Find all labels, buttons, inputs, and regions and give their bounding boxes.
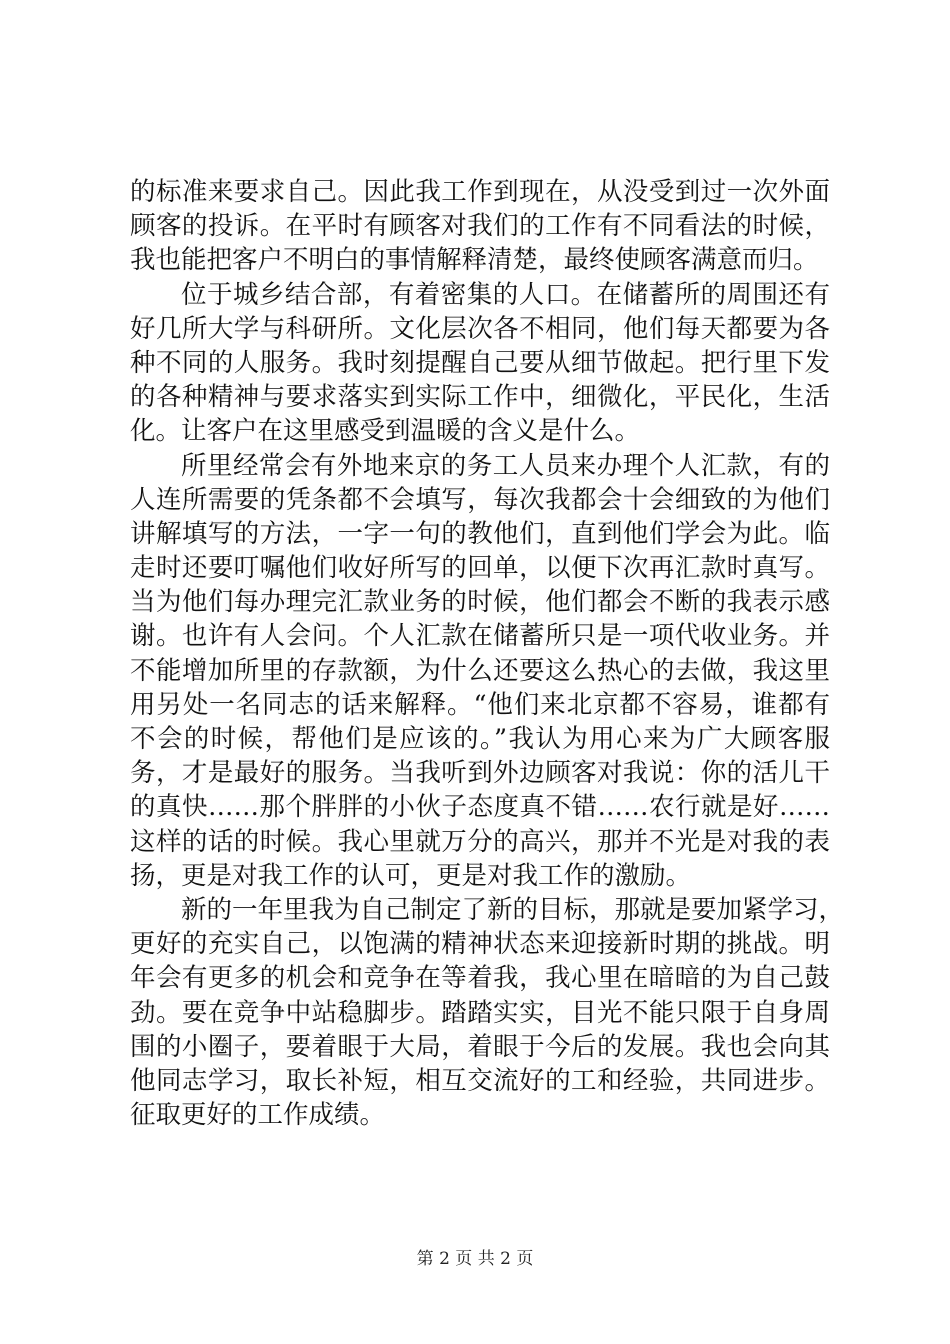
text-line: 顾客的投诉。在平时有顾客对我们的工作有不同看法的时候， (130, 211, 830, 242)
text-line: 这样的话的时候。我心里就万分的高兴，那并不光是对我的表 (130, 826, 830, 857)
text-line: 化。让客户在这里感受到温暖的含义是什么。 (130, 416, 641, 447)
text-line: 种不同的人服务。我时刻提醒自己要从细节做起。把行里下发 (130, 347, 830, 378)
text-line: 务，才是最好的服务。当我听到外边顾客对我说：你的活儿干 (130, 758, 830, 789)
text-line: 的真快……那个胖胖的小伙子态度真不错……农行就是好…… (130, 792, 830, 823)
text-line: 不会的时候，帮他们是应该的。”我认为用心来为广大顾客服 (130, 724, 830, 754)
text-line: 他同志学习，取长补短，相互交流好的工和经验，共同进步。 (130, 1065, 830, 1096)
text-line: 当为他们每办理完汇款业务的时候，他们都会不断的我表示感 (130, 587, 830, 618)
paragraph (130, 175, 830, 278)
text-line: 征取更好的工作成绩。 (130, 1100, 386, 1131)
text-line: 人连所需要的凭条都不会填写，每次我都会十会细致的为他们 (130, 484, 830, 515)
paragraph (130, 449, 830, 893)
text-line: 谢。也许有人会问。个人汇款在储蓄所只是一项代收业务。并 (130, 621, 830, 652)
text-line: 走时还要叮嘱他们收好所写的回单，以便下次再汇款时真写。 (130, 553, 830, 584)
document-body (130, 175, 845, 1132)
paragraph (130, 893, 845, 1132)
page-number-footer: 第 2 页 共 2 页 (416, 1249, 534, 1269)
text-line: 不能增加所里的存款额，为什么还要这么热心的去做，我这里 (130, 655, 830, 686)
text-line: 扬，更是对我工作的认可，更是对我工作的激励。 (130, 860, 692, 891)
text-line: 围的小圈子，要着眼于大局，着眼于今后的发展。我也会向其 (130, 1031, 830, 1062)
text-line: 的标准来要求自己。因此我工作到现在，从没受到过一次外面 (130, 177, 830, 207)
paragraph (130, 278, 830, 449)
text-line: 更好的充实自己，以饱满的精神状态来迎接新时期的挑战。明 (130, 929, 830, 960)
text-line: 所里经常会有外地来京的务工人员来办理个人汇款，有的 (181, 450, 830, 481)
text-line: 的各种精神与要求落实到实际工作中，细微化，平民化，生活 (130, 382, 830, 413)
text-line: 位于城乡结合部，有着密集的人口。在储蓄所的周围还有 (181, 279, 830, 310)
text-line: 年会有更多的机会和竞争在等着我，我心里在暗暗的为自己鼓 (130, 963, 830, 994)
text-line: 讲解填写的方法，一字一句的教他们，直到他们学会为此。临 (130, 518, 830, 549)
text-line: 好几所大学与科研所。文化层次各不相同，他们每天都要为各 (130, 313, 830, 344)
text-line: 用另处一名同志的话来解释。“他们来北京都不容易，谁都有 (130, 689, 830, 720)
text-line: 新的一年里我为自己制定了新的目标，那就是要加紧学习， (181, 894, 845, 925)
text-line: 劲。要在竞争中站稳脚步。踏踏实实，目光不能只限于自身周 (130, 997, 830, 1028)
text-line: 我也能把客户不明白的事情解释清楚，最终使顾客满意而归。 (130, 245, 819, 276)
